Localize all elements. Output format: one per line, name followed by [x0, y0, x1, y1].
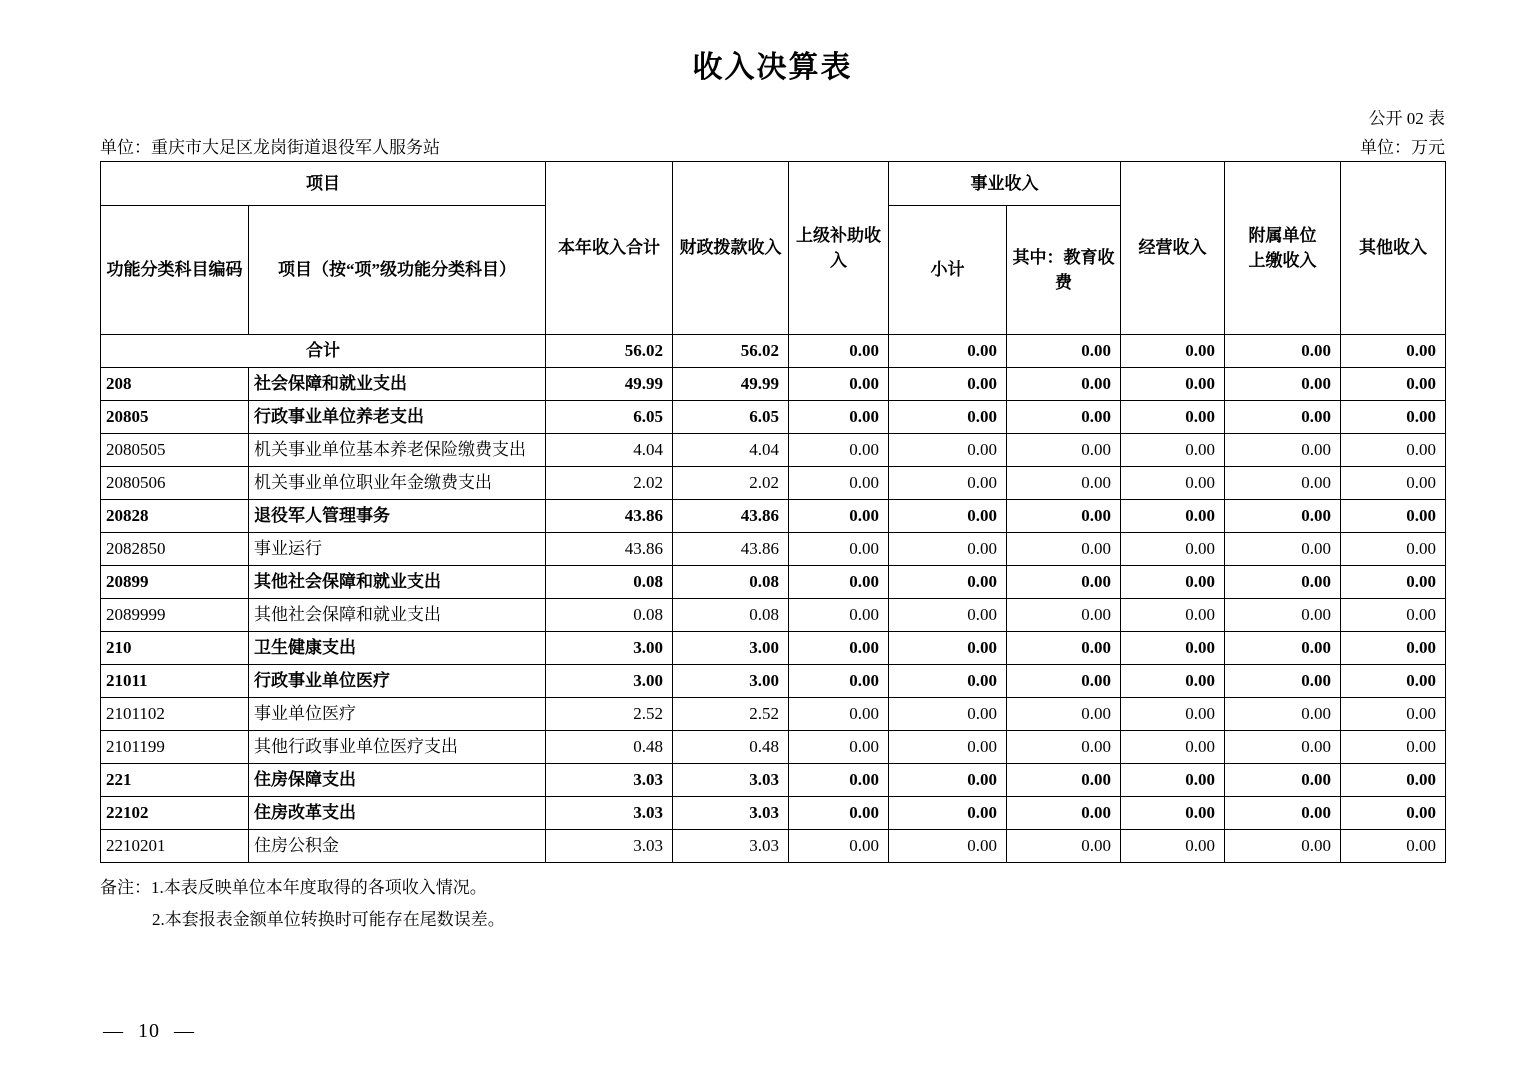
- row-value: 0.00: [789, 632, 889, 665]
- row-value: 0.00: [889, 368, 1007, 401]
- row-value: 0.00: [789, 467, 889, 500]
- row-value: 0.00: [1121, 467, 1225, 500]
- table-code-label: 公开 02 表: [1368, 109, 1445, 128]
- income-table: [100, 161, 1446, 863]
- row-value: 0.08: [673, 599, 789, 632]
- row-value: 2.02: [546, 467, 673, 500]
- table-row: [101, 500, 1446, 533]
- row-value: 0.00: [889, 632, 1007, 665]
- row-value: 0.00: [789, 731, 889, 764]
- row-value: 0.00: [1341, 698, 1446, 731]
- row-value: 0.00: [1341, 797, 1446, 830]
- row-value: 0.00: [1121, 632, 1225, 665]
- page-title: 收入决算表: [692, 51, 853, 84]
- row-value: 0.00: [889, 599, 1007, 632]
- row-name: 其他社会保障和就业支出: [249, 566, 546, 599]
- row-code: 2210201: [101, 830, 249, 863]
- row-value: 0.00: [889, 797, 1007, 830]
- row-value: 0.00: [1121, 533, 1225, 566]
- row-value: 0.00: [889, 731, 1007, 764]
- page-number: — 10 —: [103, 1020, 195, 1042]
- note-line-2: 2.本套报表金额单位转换时可能存在尾数误差。: [152, 909, 505, 929]
- row-value: 0.00: [789, 698, 889, 731]
- col-header-education-fee: 其中：教育收费: [1007, 206, 1121, 335]
- currency-unit-label: 单位：万元: [1360, 138, 1445, 158]
- note-line-1: 备注：1.本表反映单位本年度取得的各项收入情况。: [100, 878, 487, 898]
- row-value: 49.99: [673, 368, 789, 401]
- row-value: 0.00: [1121, 665, 1225, 698]
- notes-block: [100, 872, 1445, 935]
- row-value: 0.00: [1007, 731, 1121, 764]
- table-row: [101, 368, 1446, 401]
- table-row: [101, 797, 1446, 830]
- row-value: 0.00: [1007, 434, 1121, 467]
- row-value: 0.00: [1341, 599, 1446, 632]
- col-header-project-group: 项目: [101, 162, 546, 206]
- col-header-subtotal: 小计: [889, 206, 1007, 335]
- row-value: 0.00: [1121, 797, 1225, 830]
- table-row: [101, 632, 1446, 665]
- table-row: [101, 467, 1446, 500]
- row-value: 2.52: [673, 698, 789, 731]
- row-value: 0.00: [1341, 830, 1446, 863]
- row-value: 0.00: [789, 533, 889, 566]
- row-value: 3.03: [673, 764, 789, 797]
- row-value: 0.00: [789, 434, 889, 467]
- row-value: 0.00: [1007, 665, 1121, 698]
- row-name: 退役军人管理事务: [249, 500, 546, 533]
- table-row: [101, 764, 1446, 797]
- row-value: 4.04: [546, 434, 673, 467]
- row-value: 3.03: [546, 797, 673, 830]
- row-value: 0.00: [1225, 797, 1341, 830]
- row-value: 0.00: [789, 401, 889, 434]
- row-value: 3.03: [546, 764, 673, 797]
- row-value: 0.00: [1341, 434, 1446, 467]
- row-code: 2101102: [101, 698, 249, 731]
- row-value: 43.86: [546, 533, 673, 566]
- row-value: 0.00: [1007, 335, 1121, 368]
- table-row: [101, 830, 1446, 863]
- row-value: 0.00: [1121, 764, 1225, 797]
- row-value: 3.03: [546, 830, 673, 863]
- row-value: 0.00: [1225, 698, 1341, 731]
- row-value: 0.00: [1007, 830, 1121, 863]
- table-row: [101, 434, 1446, 467]
- row-code: 2080505: [101, 434, 249, 467]
- row-value: 0.00: [889, 698, 1007, 731]
- row-value: 0.00: [1121, 731, 1225, 764]
- row-value: 0.00: [1121, 599, 1225, 632]
- row-total-label: 合计: [101, 335, 546, 368]
- row-value: 0.00: [1225, 467, 1341, 500]
- row-value: 0.00: [1225, 632, 1341, 665]
- row-value: 43.86: [673, 533, 789, 566]
- row-value: 0.00: [1341, 731, 1446, 764]
- col-header-superior-subsidy: 上级补助收入: [789, 162, 889, 335]
- row-value: 0.00: [1007, 632, 1121, 665]
- row-value: 0.00: [1121, 698, 1225, 731]
- row-value: 0.00: [1225, 599, 1341, 632]
- row-value: 0.08: [546, 566, 673, 599]
- row-value: 3.00: [546, 665, 673, 698]
- row-value: 0.00: [1341, 335, 1446, 368]
- row-value: 0.00: [789, 665, 889, 698]
- row-value: 0.00: [889, 335, 1007, 368]
- row-value: 0.00: [789, 566, 889, 599]
- row-value: 0.00: [1225, 566, 1341, 599]
- row-name: 机关事业单位基本养老保险缴费支出: [249, 434, 546, 467]
- row-value: 0.00: [1007, 533, 1121, 566]
- row-value: 43.86: [673, 500, 789, 533]
- row-value: 0.00: [1121, 335, 1225, 368]
- col-header-code: 功能分类科目编码: [101, 206, 249, 335]
- row-value: 2.52: [546, 698, 673, 731]
- row-value: 3.03: [673, 797, 789, 830]
- content-wrapper: [100, 0, 1445, 935]
- row-value: 0.00: [1007, 467, 1121, 500]
- row-code: 2082850: [101, 533, 249, 566]
- row-value: 0.00: [1341, 665, 1446, 698]
- row-value: 0.00: [1341, 467, 1446, 500]
- row-name: 卫生健康支出: [249, 632, 546, 665]
- col-header-item: 项目（按“项”级功能分类科目）: [249, 206, 546, 335]
- row-value: 3.00: [546, 632, 673, 665]
- row-value: 3.00: [673, 632, 789, 665]
- org-unit-label: 单位：重庆市大足区龙岗街道退役军人服务站: [100, 138, 440, 158]
- row-code: 2080506: [101, 467, 249, 500]
- row-value: 49.99: [546, 368, 673, 401]
- row-value: 0.00: [1007, 368, 1121, 401]
- row-code: 20828: [101, 500, 249, 533]
- row-code: 21011: [101, 665, 249, 698]
- row-value: 4.04: [673, 434, 789, 467]
- row-name: 其他社会保障和就业支出: [249, 599, 546, 632]
- table-row: [101, 698, 1446, 731]
- row-value: 56.02: [673, 335, 789, 368]
- row-value: 0.00: [889, 401, 1007, 434]
- row-value: 0.00: [789, 797, 889, 830]
- row-value: 0.00: [1007, 500, 1121, 533]
- col-header-operating-income: 经营收入: [1121, 162, 1225, 335]
- row-name: 住房公积金: [249, 830, 546, 863]
- row-value: 0.00: [1341, 764, 1446, 797]
- row-name: 住房保障支出: [249, 764, 546, 797]
- row-value: 0.00: [1121, 434, 1225, 467]
- col-header-affiliated-remit: 附属单位上缴收入: [1225, 162, 1341, 335]
- row-name: 行政事业单位养老支出: [249, 401, 546, 434]
- row-value: 3.00: [673, 665, 789, 698]
- row-value: 0.00: [1225, 830, 1341, 863]
- row-value: 0.00: [789, 764, 889, 797]
- row-value: 0.00: [889, 830, 1007, 863]
- header-row-top: [101, 162, 1446, 206]
- row-value: 0.00: [1341, 632, 1446, 665]
- row-value: 43.86: [546, 500, 673, 533]
- row-value: 0.00: [1225, 335, 1341, 368]
- row-value: 0.00: [1007, 566, 1121, 599]
- row-value: 0.00: [1225, 665, 1341, 698]
- row-value: 0.00: [1225, 368, 1341, 401]
- row-code: 208: [101, 368, 249, 401]
- row-name: 住房改革支出: [249, 797, 546, 830]
- row-value: 0.00: [1121, 401, 1225, 434]
- row-value: 0.48: [673, 731, 789, 764]
- row-value: 6.05: [673, 401, 789, 434]
- row-name: 行政事业单位医疗: [249, 665, 546, 698]
- row-code: 221: [101, 764, 249, 797]
- row-value: 0.00: [789, 830, 889, 863]
- row-code: 22102: [101, 797, 249, 830]
- row-value: 0.00: [1225, 764, 1341, 797]
- row-value: 0.00: [1225, 731, 1341, 764]
- table-row: [101, 599, 1446, 632]
- row-value: 0.00: [1007, 698, 1121, 731]
- row-value: 0.00: [1121, 368, 1225, 401]
- row-name: 其他行政事业单位医疗支出: [249, 731, 546, 764]
- table-row: [101, 566, 1446, 599]
- row-code: 2089999: [101, 599, 249, 632]
- row-value: 0.00: [789, 368, 889, 401]
- row-value: 0.00: [889, 500, 1007, 533]
- table-row: [101, 401, 1446, 434]
- table-body: [101, 335, 1446, 863]
- row-value: 0.08: [673, 566, 789, 599]
- row-value: 0.00: [889, 467, 1007, 500]
- col-header-other-income: 其他收入: [1341, 162, 1446, 335]
- row-value: 56.02: [546, 335, 673, 368]
- row-value: 0.00: [889, 764, 1007, 797]
- row-value: 0.00: [889, 533, 1007, 566]
- meta-row: [100, 137, 1445, 159]
- table-row: [101, 665, 1446, 698]
- row-value: 0.00: [889, 434, 1007, 467]
- row-value: 3.03: [673, 830, 789, 863]
- row-value: 0.00: [1225, 500, 1341, 533]
- row-value: 0.00: [1225, 533, 1341, 566]
- row-code: 210: [101, 632, 249, 665]
- row-value: 0.00: [1007, 401, 1121, 434]
- row-code: 2101199: [101, 731, 249, 764]
- row-name: 事业运行: [249, 533, 546, 566]
- row-value: 0.00: [1121, 566, 1225, 599]
- col-header-fiscal-allocation: 财政拨款收入: [673, 162, 789, 335]
- row-value: 0.00: [1341, 401, 1446, 434]
- row-value: 0.48: [546, 731, 673, 764]
- row-value: 0.00: [1007, 599, 1121, 632]
- row-value: 0.00: [1341, 368, 1446, 401]
- row-value: 0.00: [889, 566, 1007, 599]
- col-header-business-income-group: 事业收入: [889, 162, 1121, 206]
- row-value: 0.00: [1341, 533, 1446, 566]
- row-name: 社会保障和就业支出: [249, 368, 546, 401]
- row-code: 20899: [101, 566, 249, 599]
- row-value: 2.02: [673, 467, 789, 500]
- table-row: [101, 335, 1446, 368]
- table-row: [101, 731, 1446, 764]
- row-value: 6.05: [546, 401, 673, 434]
- row-value: 0.00: [1341, 566, 1446, 599]
- row-value: 0.00: [1225, 434, 1341, 467]
- row-name: 机关事业单位职业年金缴费支出: [249, 467, 546, 500]
- row-value: 0.00: [789, 335, 889, 368]
- row-value: 0.00: [1007, 764, 1121, 797]
- row-name: 事业单位医疗: [249, 698, 546, 731]
- row-value: 0.00: [1225, 401, 1341, 434]
- row-value: 0.00: [789, 500, 889, 533]
- row-value: 0.00: [1121, 830, 1225, 863]
- table-row: [101, 533, 1446, 566]
- row-value: 0.00: [1341, 500, 1446, 533]
- row-value: 0.00: [889, 665, 1007, 698]
- row-value: 0.00: [789, 599, 889, 632]
- row-value: 0.00: [1121, 500, 1225, 533]
- col-header-year-total: 本年收入合计: [546, 162, 673, 335]
- row-code: 20805: [101, 401, 249, 434]
- row-value: 0.00: [1007, 797, 1121, 830]
- row-value: 0.08: [546, 599, 673, 632]
